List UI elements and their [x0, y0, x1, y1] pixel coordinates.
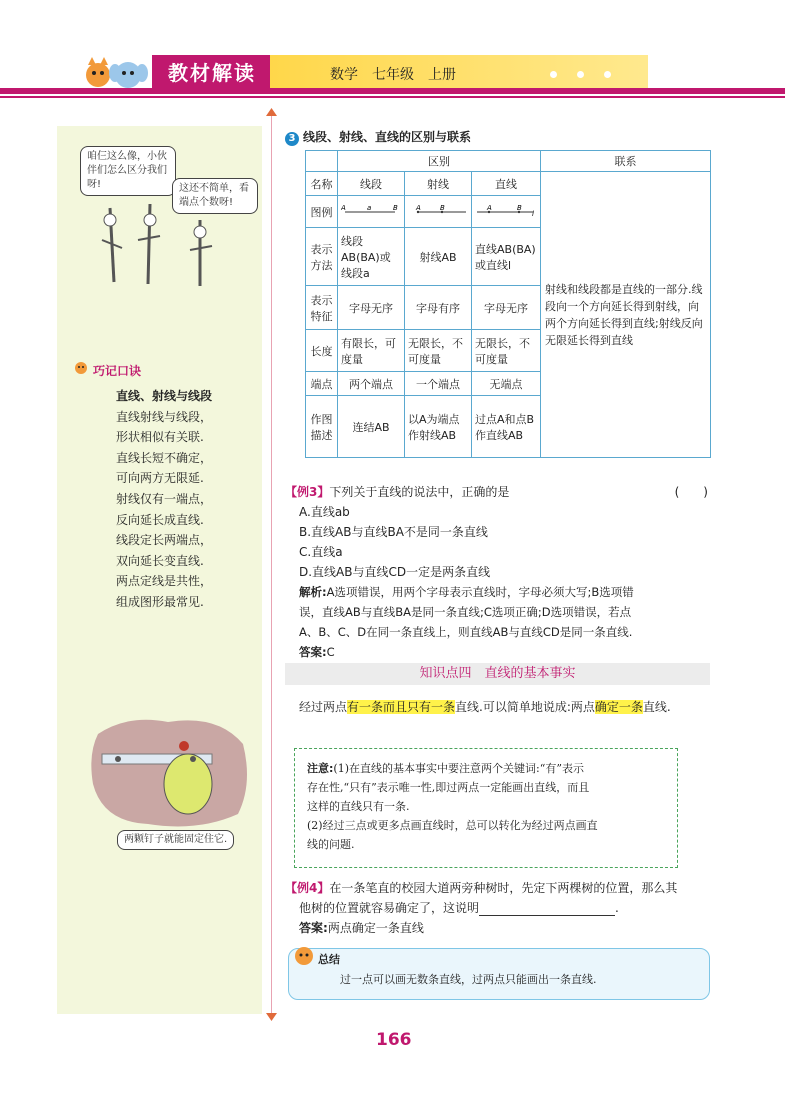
legend-label: B: [517, 204, 522, 212]
blank-line: [479, 902, 615, 916]
table-cell: 两个端点: [338, 372, 405, 396]
question-end: .: [615, 901, 619, 915]
legend-label: a: [367, 204, 372, 212]
note-box: [294, 748, 678, 868]
header-diff: 区别: [338, 151, 541, 172]
note-line: (1)在直线的基本事实中要注意两个关键词:“有”表示: [333, 762, 584, 775]
header-rel: 联系: [541, 151, 711, 172]
three-lines-cartoon-icon: [88, 200, 228, 290]
legend-label: A: [487, 204, 492, 212]
table-cell: 一个端点: [405, 372, 472, 396]
speech-bubble-2: 这还不简单，看端点个数呀!: [172, 178, 258, 214]
header-rule-thin: [0, 96, 785, 98]
poem-line: 反向延长成直线.: [116, 512, 204, 527]
example-3: [285, 482, 710, 662]
summary-title: 总结: [318, 953, 340, 966]
table-cell: [405, 196, 472, 228]
table-row: [306, 172, 711, 196]
subject-label: 数学 七年级 上册: [330, 67, 456, 83]
option-a: A.直线ab: [299, 505, 350, 519]
example-tag: 【例4】: [285, 881, 330, 895]
poem-line: 形状相似有关联.: [116, 430, 204, 445]
table-cell: 以A为端点作射线AB: [405, 396, 472, 458]
table-cell: 过点A和点B作直线AB: [472, 396, 541, 458]
section-heading: [285, 128, 471, 146]
table-cell: 射线: [405, 172, 472, 196]
legend-label: B: [393, 204, 398, 212]
table-cell: 射线AB: [405, 228, 472, 286]
section-number-badge: 3: [285, 132, 299, 146]
question-text: 他树的位置就容易确定了，这说明: [299, 901, 480, 915]
note-line: 这样的直线只有一条.: [307, 800, 410, 813]
row-label: 名称: [306, 172, 338, 196]
poem-line: 双向延长变直线.: [116, 553, 204, 568]
highlight-text: 有一条而且只有一条: [347, 700, 456, 714]
table-cell: 字母无序: [338, 286, 405, 330]
poem-line: 直线长短不确定，: [116, 450, 213, 465]
arrow-up-icon: [266, 108, 277, 116]
brand-title: 教材解读: [152, 55, 270, 91]
table-cell: [472, 196, 541, 228]
nail-stick-cartoon-icon: [88, 714, 248, 834]
table-row: [306, 151, 711, 172]
table-cell: 无限长，不可度量: [472, 330, 541, 372]
knowledge-point-title: 知识点四 直线的基本事实: [285, 663, 710, 685]
table-cell: 字母无序: [472, 286, 541, 330]
poem-line: 直线射线与线段，: [116, 409, 213, 424]
header-rule: [0, 88, 785, 94]
table-cell: 直线AB(BA)或直线l: [472, 228, 541, 286]
paragraph-text: 经过两点: [299, 700, 348, 714]
section-title: 线段、射线、直线的区别与联系: [303, 130, 472, 144]
row-label: 长度: [306, 330, 338, 372]
legend-label: A: [341, 204, 346, 212]
analysis-label: 解析:: [299, 585, 327, 599]
speech-bubble-1: 咱仨这么像，小伙伴们怎么区分我们呀!: [80, 146, 176, 196]
highlight-text: 确定一条: [594, 700, 643, 714]
poem-line: 组成图形最常见.: [116, 594, 204, 609]
dot-icon: [550, 71, 557, 78]
summary-mascot-icon: [292, 944, 316, 968]
legend-label: l: [532, 210, 534, 217]
column-divider: [271, 112, 272, 1015]
question-text: 下列关于直线的说法中，正确的是: [329, 485, 510, 499]
table-cell: 字母有序: [405, 286, 472, 330]
memory-poem: [116, 386, 212, 613]
example-3-question: [285, 482, 710, 502]
table-cell: [338, 196, 405, 228]
legend-label: A: [416, 204, 421, 212]
note-label: 注意:: [307, 762, 334, 775]
line-legend-icon: [475, 203, 537, 217]
basic-fact-paragraph: [299, 697, 713, 718]
note-line: 存在性,“只有”表示唯一性,即过两点一定能画出直线，而且: [307, 781, 590, 794]
answer-paren: ( ): [674, 485, 708, 499]
poem-line: 可向两方无限延.: [116, 471, 204, 486]
option-b: B.直线AB与直线BA不是同一条直线: [299, 525, 488, 539]
nail-caption: 两颗钉子就能固定住它.: [117, 830, 234, 850]
option-d: D.直线AB与直线CD一定是两条直线: [299, 565, 491, 579]
row-label: 作图描述: [306, 396, 338, 458]
answer-label: 答案:: [299, 921, 328, 935]
table-cell: 无端点: [472, 372, 541, 396]
summary-text: 过一点可以画无数条直线，过两点只能画出一条直线.: [340, 973, 597, 986]
dot-icon: [604, 71, 611, 78]
page-number: 166: [376, 1030, 412, 1050]
table-cell: 连结AB: [338, 396, 405, 458]
tip-title: 巧记口诀: [93, 364, 142, 378]
analysis-line: A、B、C、D在同一条直线上，则直线AB与直线CD是同一条直线.: [299, 625, 633, 639]
example-4: [285, 878, 710, 938]
note-line: (2)经过三点或更多点画直线时，总可以转化为经过两点画直: [307, 819, 598, 832]
header-band: [270, 55, 648, 91]
table-cell: 直线: [472, 172, 541, 196]
answer-value: 两点确定一条直线: [327, 921, 424, 935]
row-label: 表示特征: [306, 286, 338, 330]
paragraph-text: 直线.: [642, 700, 671, 714]
dot-icon: [577, 71, 584, 78]
option-c: C.直线a: [299, 545, 343, 559]
row-label: 表示方法: [306, 228, 338, 286]
ray-legend-icon: [408, 203, 468, 217]
table-cell: 线段AB(BA)或线段a: [338, 228, 405, 286]
analysis-line: 误，直线AB与直线BA是同一条直线;C选项正确;D选项错误，若点: [299, 605, 632, 619]
question-text: 在一条笔直的校园大道两旁种树时，先定下两棵树的位置，那么其: [329, 881, 678, 895]
row-label: 图例: [306, 196, 338, 228]
table-cell: [306, 151, 338, 172]
answer-label: 答案:: [299, 645, 327, 659]
table-cell: 线段: [338, 172, 405, 196]
poem-title: 直线、射线与线段: [116, 389, 213, 403]
page-header: [0, 55, 785, 100]
table-cell: 有限长，可度量: [338, 330, 405, 372]
legend-label: B: [440, 204, 445, 212]
example-tag: 【例3】: [285, 485, 330, 499]
poem-line: 线段定长两端点，: [116, 533, 213, 548]
answer-value: C: [326, 645, 335, 659]
note-line: 线的问题.: [307, 838, 355, 851]
poem-line: 射线仅有一端点，: [116, 491, 213, 506]
relation-cell: 射线和线段都是直线的一部分.线段向一个方向延长得到射线，向两个方向延长得到直线;射线反向无限延长得到直线: [541, 172, 711, 458]
table-cell: 无限长，不可度量: [405, 330, 472, 372]
arrow-down-icon: [266, 1013, 277, 1021]
analysis-line: A选项错误，用两个字母表示直线时，字母必须大写;B选项错: [326, 585, 634, 599]
poem-line: 两点定线是共性，: [116, 574, 213, 589]
comparison-table: [305, 150, 711, 458]
row-label: 端点: [306, 372, 338, 396]
paragraph-text: 直线.可以简单地说成:两点: [455, 700, 595, 714]
mascot-small-icon: [73, 360, 89, 376]
segment-legend-icon: [341, 203, 401, 217]
